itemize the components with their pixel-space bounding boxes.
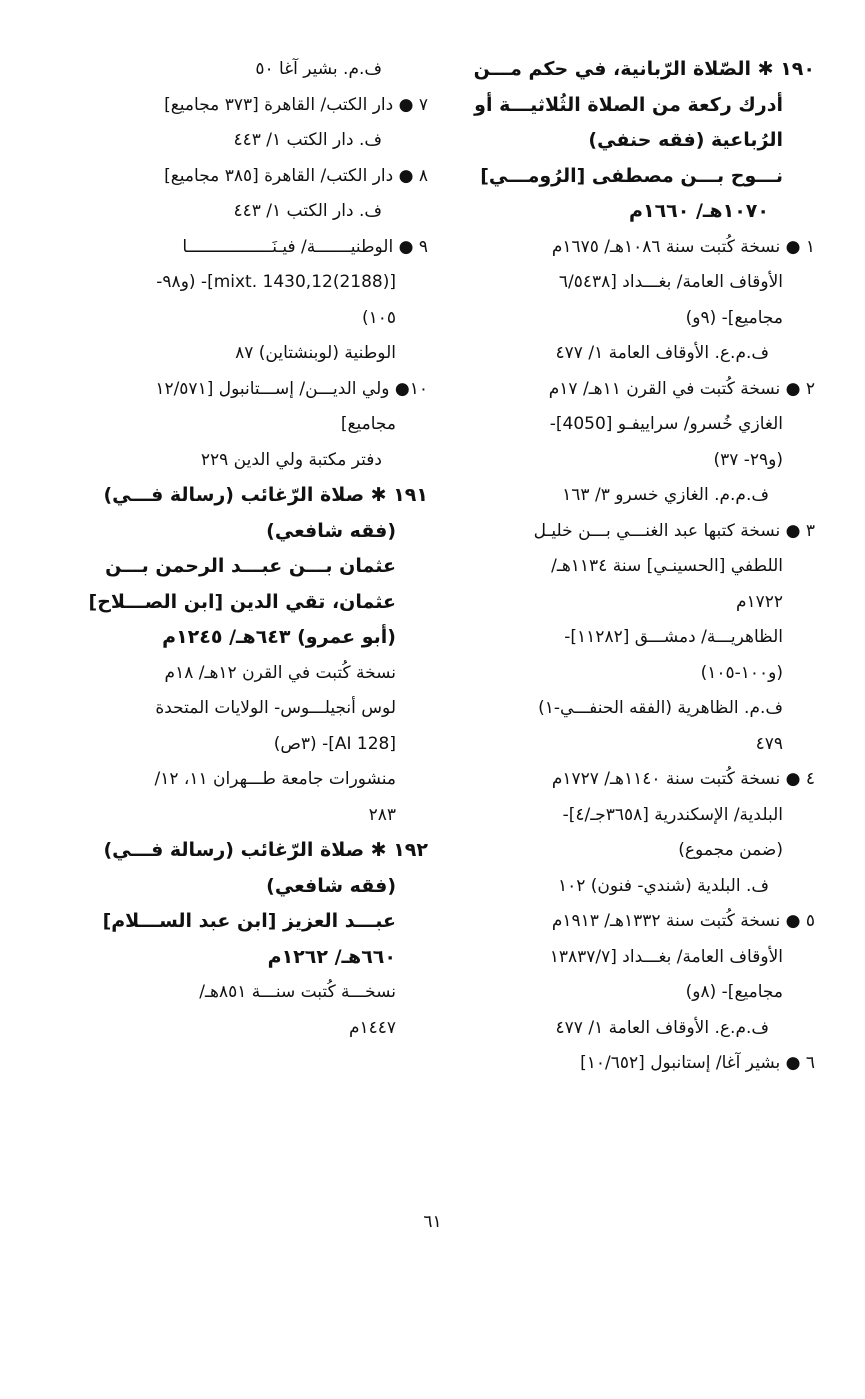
right-column-line: مجاميع]- (٨و) [685, 982, 783, 1002]
right-column-line: الغازي خُسرو/ سراييفـو [4050]- [549, 414, 783, 434]
left-column-line: عثمان بـــن عبـــد الرحمن بـــن [105, 555, 396, 577]
right-column-line: اللطفي [الحسينـي] سنة ١١٣٤هـ/ [551, 556, 783, 576]
right-column-line: البلدية/ الإسكندرية [٣٦٥٨جـ/٤]- [562, 804, 783, 825]
right-column-line: ١ ● نسخة كُتبت سنة ١٠٨٦هـ/ ١٦٧٥م [551, 236, 815, 257]
left-column-line: (فقه شافعي) [266, 874, 396, 897]
left-column-line: ف. دار الكتب ١/ ٤٤٣ [233, 201, 382, 221]
right-column-line: الأوقاف العامة/ بغـــداد [٦/٥٤٣٨ [558, 272, 783, 292]
right-column-line: مجاميع]- (٩و) [685, 307, 783, 328]
left-column-line: ٧ ● دار الكتب/ القاهرة [٣٧٣ مجاميع] [164, 94, 428, 115]
right-column-line: ف.م. الظاهرية (الفقه الحنفـــي-١) [538, 698, 783, 718]
left-column-line: [AI 128]- (٣ص) [273, 733, 396, 754]
right-column [445, 52, 815, 1082]
right-column-line: (ضمن مجموع) [678, 840, 783, 860]
right-column-line: ٣ ● نسخة كتبها عبد الغنـــي بـــن خليـل [533, 520, 815, 541]
left-column-line: ٦٦٠هـ/ ١٢٦٢م [267, 945, 396, 968]
left-column-line: ١٤٤٧م [348, 1017, 396, 1038]
left-column-line: (فقه شافعي) [266, 519, 396, 542]
right-column-line: ف.م.م. الغازي خسرو ٣/ ١٦٣ [562, 485, 769, 505]
left-column-line: ف. دار الكتب ١/ ٤٤٣ [233, 130, 382, 150]
right-column-line: ف. البلدية (شندي- فنون) ١٠٢ [557, 875, 769, 896]
left-column-line: ١٠● ولي الديـــن/ إســـتانبول [١٢/٥٧١ [155, 378, 428, 399]
left-column-line: ١٩١ ✱ صلاة الرّغائب (رسالة فـــي) [103, 484, 428, 506]
right-column-line: الظاهريـــة/ دمشـــق [١١٢٨٢]- [564, 627, 783, 647]
left-column-line: الوطنية (لوبنشتاين) ٨٧ [235, 343, 396, 363]
right-column-line: ف.م.ع. الأوقاف العامة ١/ ٤٧٧ [555, 1017, 769, 1038]
right-column-line: ف.م.ع. الأوقاف العامة ١/ ٤٧٧ [555, 343, 769, 363]
left-column-line: (أبو عمرو) ٦٤٣هـ/ ١٢٤٥م [162, 626, 396, 648]
right-column-line: ١٧٢٢م [735, 591, 783, 612]
right-column-line: (و١٠٠-١٠٥) [700, 662, 783, 683]
left-column-line: ٩ ● الوطنيـــــــة/ فيـنَـــــــــــــــــا [182, 236, 428, 257]
left-column-line: ف.م. بشير آغا ٥٠ [255, 59, 382, 79]
page-number: ٦١ [423, 1212, 442, 1232]
left-column-line: نسخة كُتبت في القرن ١٢هـ/ ١٨م [164, 662, 396, 683]
right-column-line: ٢ ● نسخة كُتبت في القرن ١١هـ/ ١٧م [548, 378, 815, 399]
left-column-line: مجاميع] [340, 414, 396, 434]
left-column-line: ١٩٢ ✱ صلاة الرّغائب (رسالة فـــي) [103, 839, 428, 861]
left-column-line: ١٠٥) [361, 307, 396, 328]
left-column-line: نسخـــة كُتبت سنـــة ٨٥١هـ/ [199, 982, 396, 1002]
right-column-line: ٤ ● نسخة كُتبت سنة ١١٤٠هـ/ ١٧٢٧م [551, 769, 815, 789]
right-column-line: ٥ ● نسخة كُتبت سنة ١٣٣٢هـ/ ١٩١٣م [551, 911, 815, 931]
right-column-line: الأوقاف العامة/ بغـــداد [١٣٨٣٧/٧ [549, 946, 783, 967]
right-column-line: ٤٧٩ [755, 733, 783, 754]
left-column-line: عثمان، تقي الدين [ابن الصـــلاح] [88, 590, 396, 613]
left-column-line: لوس أنجيلـــوس- الولايات المتحدة [155, 698, 396, 718]
right-column-line: ٦ ● بشير آغا/ إستانبول [١٠/٦٥٢] [580, 1053, 815, 1073]
right-column-line: (و٢٩- ٣٧) [713, 449, 783, 470]
left-column-line: ٨ ● دار الكتب/ القاهرة [٣٨٥ مجاميع] [164, 165, 428, 186]
left-column-line: دفتر مكتبة ولي الدين ٢٢٩ [200, 449, 382, 470]
right-column-line: ١٩٠ ✱ الصّلاة الرّبانية، في حكم مـــن [473, 58, 815, 80]
left-column-line: منشورات جامعة طـــهران ١١، ١٢/ [154, 769, 396, 789]
right-column-line: نـــوح بـــن مصطفى [الرُومـــي] [480, 164, 783, 187]
left-column-line: [(2188)mixt. 1430,12]- (و٩٨- [156, 272, 396, 292]
left-column-line: عبـــد العزيز [ابن عبد الســـلام] [102, 910, 396, 932]
right-column-line: ١٠٧٠هـ/ ١٦٦٠م [629, 200, 769, 222]
left-column [83, 52, 428, 1046]
right-column-line: الرُباعية (فقه حنفي) [588, 129, 783, 151]
left-column-line: ٢٨٣ [368, 804, 396, 825]
right-column-line: أدرك ركعة من الصلاة الثُلاثيـــة أو [474, 93, 783, 116]
